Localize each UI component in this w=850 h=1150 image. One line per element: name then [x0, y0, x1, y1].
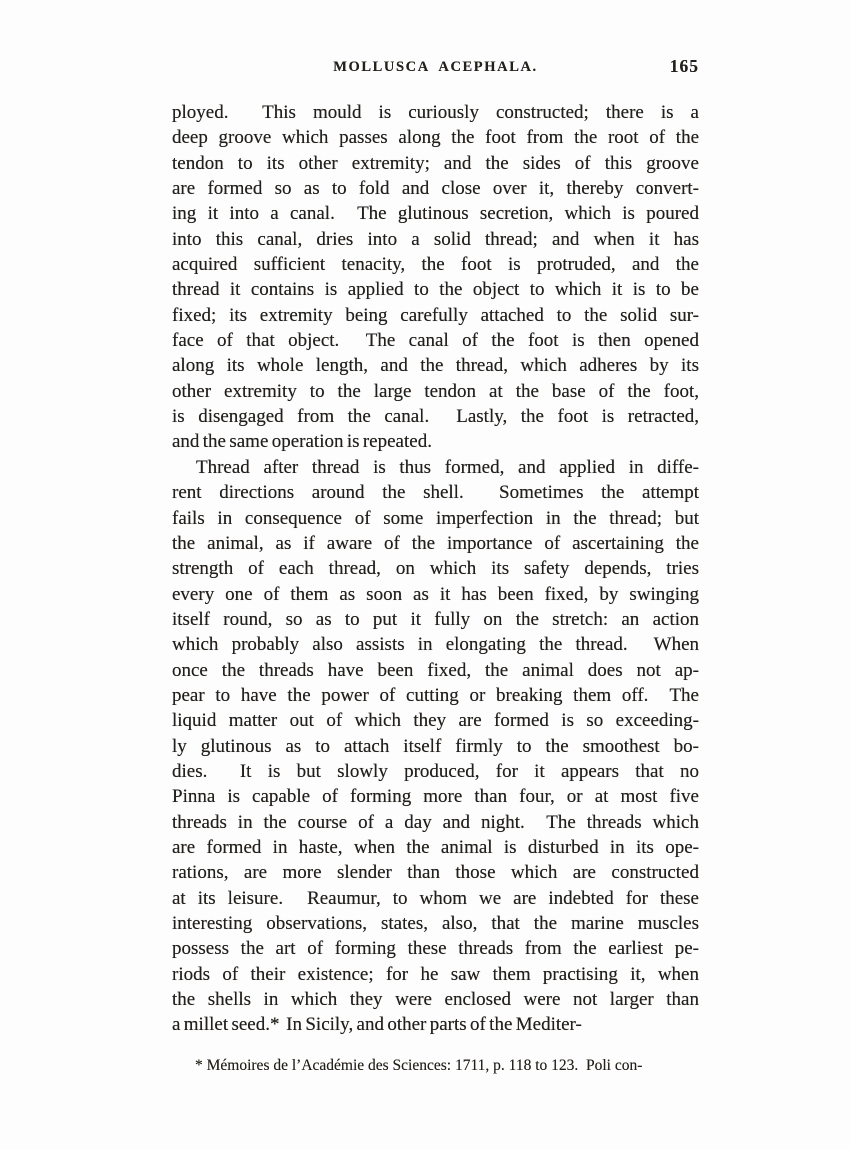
text-line: tendon to its other extremity; and the sides of this groove: [172, 152, 699, 174]
text-line: ing it into a canal. The glutinous secretion, which is poured: [172, 203, 699, 225]
text-line: Pinna is capable of forming more than four, or at most five: [172, 786, 699, 808]
text-line: strength of each thread, on which its safety depends, tries: [172, 558, 699, 580]
text-line: liquid matter out of which they are formed is so exceeding-: [172, 710, 699, 732]
text-line: are formed so as to fold and close over it, thereby convert-: [172, 178, 699, 200]
text-line: rent directions around the shell. Sometimes the attempt: [172, 482, 699, 504]
text-line: a millet seed.* In Sicily, and other parts of the Mediter-: [172, 1014, 582, 1036]
text-line: riods of their existence; for he saw them practising it, when: [172, 963, 699, 985]
text-line: interesting observations, states, also, that the marine muscles: [172, 913, 699, 934]
text-line: deep groove which passes along the foot from the root of the: [172, 127, 699, 149]
text-line: ly glutinous as to attach itself firmly to the smoothest bo-: [172, 735, 699, 757]
text-line: the shells in which they were enclosed were not larger than: [172, 989, 699, 1011]
page-number: 165: [669, 56, 699, 76]
text-line: face of that object. The canal of the foot is then opened: [172, 330, 699, 352]
text-line: and the same operation is repeated.: [172, 431, 432, 453]
footnote: * Mémoires de l’Académie des Sciences: 1711, p. 118 to 123. Poli con-: [195, 1057, 643, 1074]
text-line: which probably also assists in elongating the thread. When: [172, 634, 699, 656]
text-line: every one of them as soon as it has been fixed, by swinging: [172, 583, 699, 605]
text-line: acquired sufficient tenacity, the foot is protruded, and the: [172, 254, 699, 276]
running-header: [172, 56, 699, 81]
text-line: is disengaged from the canal. Lastly, the foot is retracted,: [172, 406, 699, 428]
text-line: pear to have the power of cutting or breaking them off. The: [172, 684, 699, 706]
text-line: once the threads have been fixed, the animal does not ap-: [172, 659, 699, 681]
text-line: ployed. This mould is curiously constructed; there is a: [172, 102, 699, 123]
text-line: the animal, as if aware of the importance of ascertaining the: [172, 532, 699, 554]
running-header-title: MOLLUSCA ACEPHALA.: [333, 59, 538, 75]
text-line: thread it contains is applied to the object to which it is to be: [172, 279, 699, 301]
text-line: threads in the course of a day and night. The threads which: [172, 811, 699, 833]
text-line: other extremity to the large tendon at the base of the foot,: [172, 380, 699, 402]
text-line: fails in consequence of some imperfection in the thread; but: [172, 507, 699, 529]
text-line: dies. It is but slowly produced, for it appears that no: [172, 760, 699, 782]
text-line: fixed; its extremity being carefully attached to the solid sur-: [172, 304, 699, 326]
text-line: into this canal, dries into a solid thread; and when it has: [172, 228, 699, 250]
text-line: Thread after thread is thus formed, and applied in diffe-: [196, 456, 699, 478]
text-line: possess the art of forming these threads from the earliest pe-: [172, 938, 699, 960]
paragraph: [172, 100, 699, 455]
text-line: itself round, so as to put it fully on the stretch: an action: [172, 608, 699, 630]
text-line: are formed in haste, when the animal is disturbed in its ope-: [172, 836, 699, 858]
page-body: [172, 100, 699, 1038]
text-line: at its leisure. Reaumur, to whom we are indebted for these: [172, 887, 699, 909]
text-line: rations, are more slender than those which are constructed: [172, 862, 699, 884]
paragraph: [172, 455, 699, 1038]
text-line: along its whole length, and the thread, which adheres by its: [172, 355, 699, 377]
